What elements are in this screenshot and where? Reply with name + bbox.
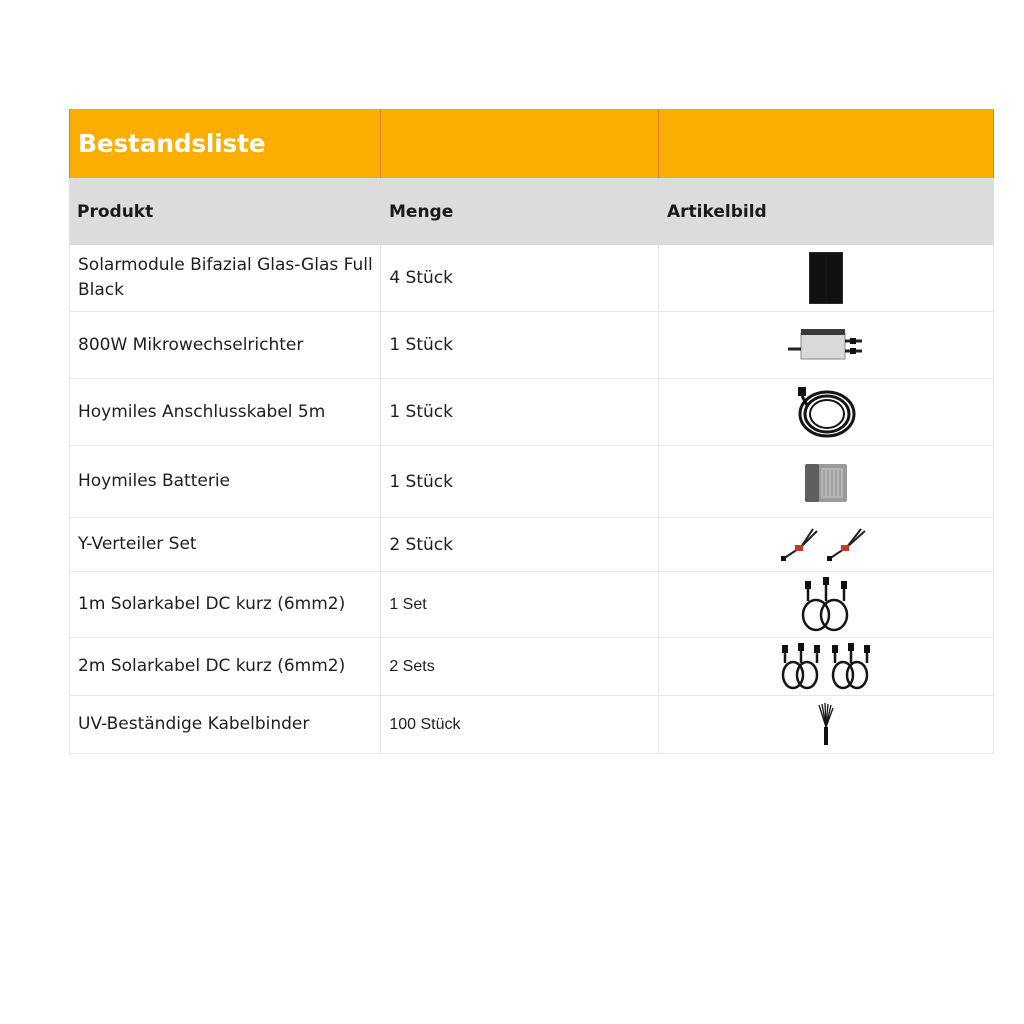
solar-cable-icon [796,577,856,633]
table-title: Bestandsliste [78,129,266,158]
product-quantity: 100 Stück [381,696,658,753]
product-name: Hoymiles Anschlusskabel 5m [70,379,381,445]
product-name: UV-Beständige Kabelbinder [70,696,381,753]
title-cell-empty [659,109,994,178]
table-row [69,696,994,754]
title-cell [69,109,381,178]
product-quantity: 1 Stück [381,446,658,517]
product-quantity: 2 Stück [381,518,658,571]
battery-icon [803,460,849,504]
table-row [69,518,994,572]
table-header-row [69,178,994,245]
table-row [69,312,994,379]
table-row [69,572,994,638]
product-image [659,245,993,311]
column-header-product: Produkt [77,201,154,222]
inventory-table [69,109,994,754]
product-name: 1m Solarkabel DC kurz (6mm2) [70,572,381,637]
y-splitter-icon [781,527,871,563]
table-title-row [69,109,994,178]
product-name: Hoymiles Batterie [70,446,381,517]
cable-coil-icon [795,385,857,439]
product-quantity: 4 Stück [381,245,658,311]
table-row [69,245,994,312]
table-row [69,379,994,446]
product-quantity: 1 Stück [381,379,658,445]
table-row [69,638,994,696]
micro-inverter-icon [788,327,864,363]
product-name: Y-Verteiler Set [70,518,381,571]
cable-ties-icon [817,703,835,747]
product-quantity: 1 Set [381,572,658,637]
product-image [659,312,993,378]
column-header-image: Artikelbild [667,201,767,222]
product-quantity: 1 Stück [381,312,658,378]
product-image [659,446,993,517]
column-header-quantity: Menge [389,201,454,222]
product-image [659,696,993,753]
title-cell-empty [381,109,659,178]
product-quantity: 2 Sets [381,638,658,695]
product-name: 800W Mikrowechselrichter [70,312,381,378]
product-image [659,379,993,445]
product-name: 2m Solarkabel DC kurz (6mm2) [70,638,381,695]
product-name: Solarmodule Bifazial Glas-Glas Full Black [70,245,381,311]
solar-panel-icon [809,252,843,304]
solar-cable-set-icon [779,643,873,691]
table-row [69,446,994,518]
product-image [659,572,993,637]
product-image [659,518,993,571]
product-image [659,638,993,695]
